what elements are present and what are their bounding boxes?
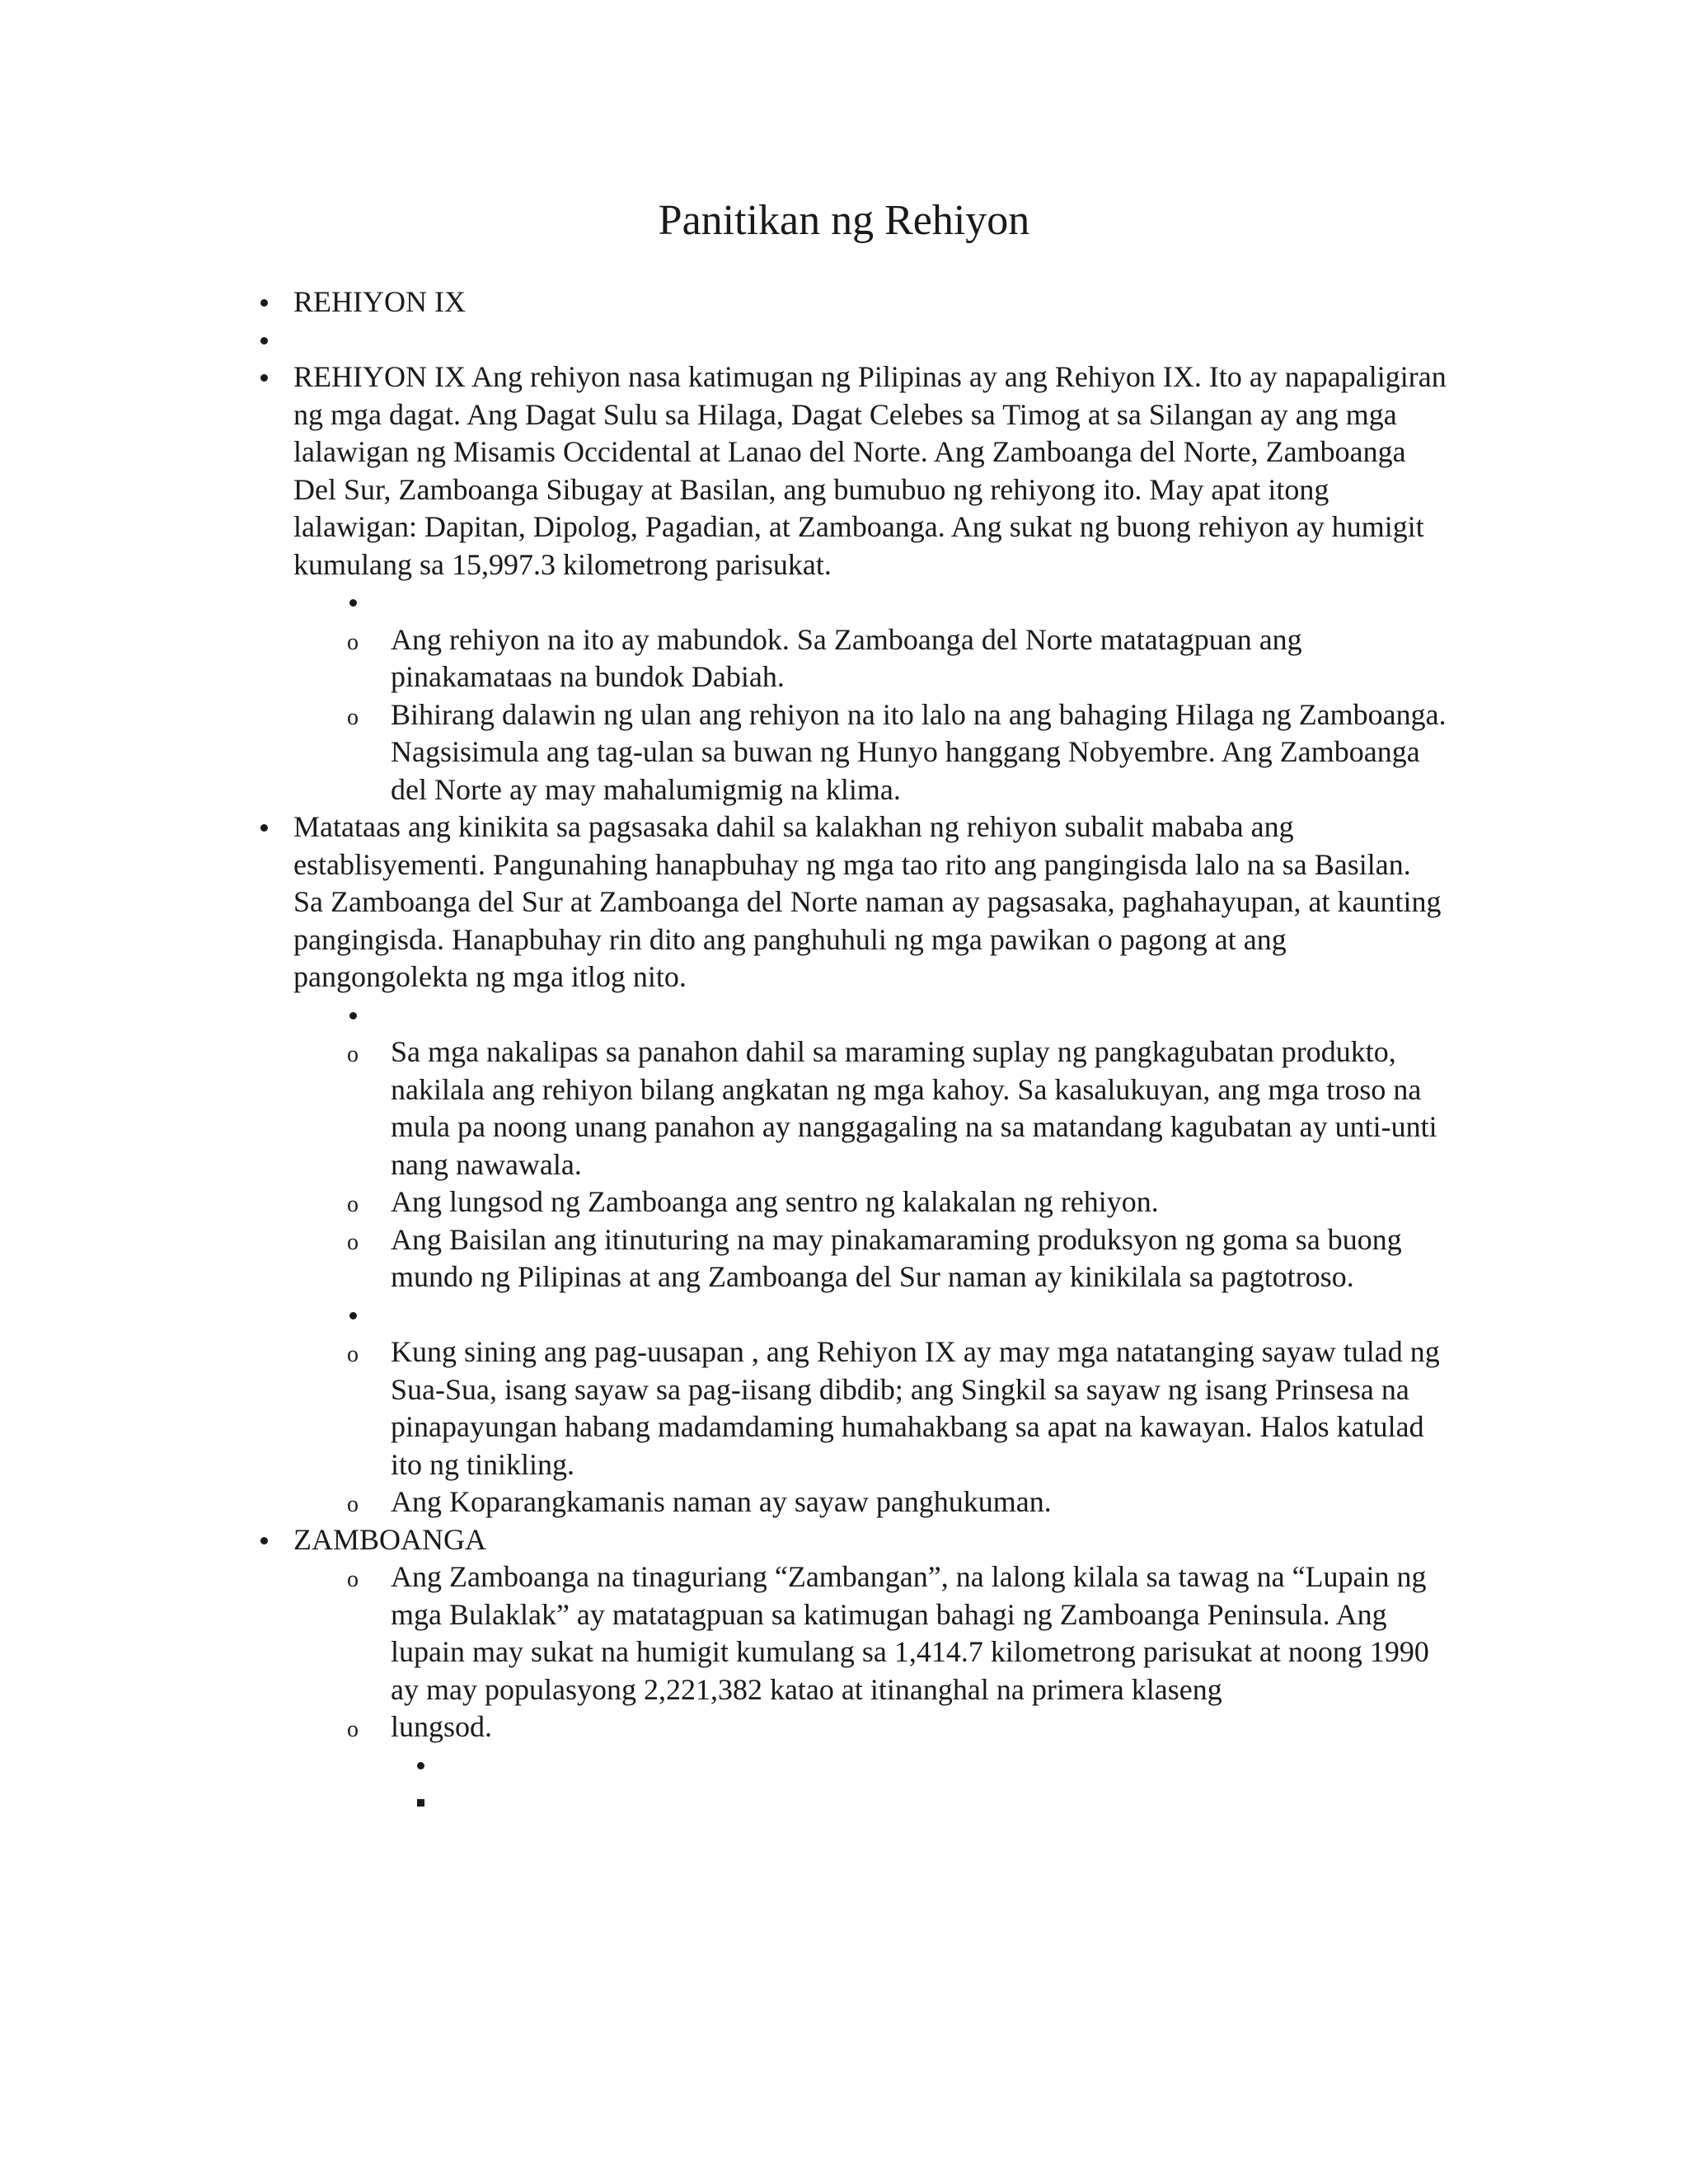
list-item xyxy=(391,1221,1447,1296)
bullet-dot-icon xyxy=(336,583,369,621)
list-item xyxy=(391,583,1447,621)
sub-list xyxy=(293,1558,1447,1821)
bullet-dot-icon xyxy=(336,1296,369,1334)
list-item xyxy=(293,1521,1447,1821)
list-item xyxy=(293,808,1447,1521)
bullet-dot-icon xyxy=(247,359,280,396)
bullet-dot-icon xyxy=(336,996,369,1034)
list-item-text: Ang rehiyon na ito ay mabundok. Sa Zamboanga del Norte matatagpuan ang pinakamataas na bundok Dabiah. xyxy=(391,622,1302,693)
bullet-circle-icon xyxy=(336,1183,369,1224)
list-item-text: Bihirang dalawin ng ulan ang rehiyon na ito lalo na ang bahaging Hilaga ng Zamboanga. Nagsisimula ang tag-ulan sa buwan ng Hunyo hanggang Nobyembre. Ang Zamboanga del Norte ay may mahalumigmig na klima. xyxy=(391,697,1447,806)
bullet-circle-icon xyxy=(336,1558,369,1599)
list-item-text: REHIYON IX xyxy=(293,285,466,318)
list-item-text: Ang lungsod ng Zamboanga ang sentro ng kalakalan ng rehiyon. xyxy=(391,1185,1159,1218)
sub-sub-list xyxy=(391,1746,1447,1821)
list-item-text: REHIYON IX Ang rehiyon nasa katimugan ng Pilipinas ay ang Rehiyon IX. Ito ay napapaligiran ng mga dagat. Ang Dagat Sulu sa Hilaga, Dagat Celebes sa Timog at sa Silangan ay ang mga lalawigan ng Misamis Occidental at Lanao del Norte. Ang Zamboanga del Norte, Zamboanga Del Sur, Zamboanga Sibugay at Basilan, ang bumubuo ng rehiyong ito. May apat itong lalawigan: Dapitan, Dipolog, Pagadian, at Zamboanga. Ang sukat ng buong rehiyon ay humigit kumulang sa 15,997.3 kilometrong parisukat. xyxy=(293,360,1447,581)
list-item-text: Sa mga nakalipas sa panahon dahil sa maraming suplay ng pangkagubatan produkto, nakilala ang rehiyon bilang angkatan ng mga kahoy. Sa kasalukuyan, ang mga troso na mula pa noong unang panahon ay nanggagaling na sa matandang kagubatan ay unti-unti nang nawawala. xyxy=(391,1035,1437,1181)
bullet-dot-icon xyxy=(247,808,280,846)
bullet-dot-icon xyxy=(404,1746,437,1784)
bullet-dot-icon xyxy=(247,321,280,359)
list-item xyxy=(293,321,1447,359)
bullet-circle-icon xyxy=(336,1708,369,1749)
list-item-text: Ang Baisilan ang itinuturing na may pinakamaraming produksyon ng goma sa buong mundo ng Pilipinas at ang Zamboanga del Sur naman ay kinikilala sa pagtotroso. xyxy=(391,1222,1402,1293)
list-item xyxy=(391,696,1447,809)
bullet-square-icon xyxy=(404,1783,437,1821)
bullet-dot-icon xyxy=(247,284,280,321)
list-item xyxy=(391,1708,1447,1821)
list-item xyxy=(391,996,1447,1034)
list-item xyxy=(452,1746,1447,1784)
list-item xyxy=(391,1483,1447,1521)
bullet-circle-icon xyxy=(336,1483,369,1524)
bullet-circle-icon xyxy=(336,1033,369,1074)
bullet-circle-icon xyxy=(336,1221,369,1262)
bullet-circle-icon xyxy=(336,1333,369,1374)
list-item xyxy=(391,621,1447,696)
bullet-circle-icon xyxy=(336,621,369,662)
list-item xyxy=(391,1296,1447,1334)
sub-list xyxy=(293,996,1447,1521)
sub-list xyxy=(293,583,1447,808)
list-item-text: Ang Koparangkamanis naman ay sayaw panghukuman. xyxy=(391,1485,1052,1518)
list-item-text: Ang Zamboanga na tinaguriang “Zambangan”, na lalong kilala sa tawag na “Lupain ng mga Bulaklak” ay matatagpuan sa katimugan bahagi ng Zamboanga Peninsula. Ang lupain may sukat na humigit kumulang sa 1,414.7 kilometrong parisukat at noong 1990 ay may populasyong 2,221,382 katao at itinanghal na primera klaseng xyxy=(391,1560,1429,1706)
list-item-text: ZAMBOANGA xyxy=(293,1522,486,1556)
bullet-circle-icon xyxy=(336,696,369,737)
list-item xyxy=(293,284,1447,321)
list-item-text: Kung sining ang pag-uusapan , ang Rehiyon IX ay may mga natatanging sayaw tulad ng Sua-Sua, isang sayaw sa pag-iisang dibdib; ang Singkil sa sayaw ng isang Prinsesa na pinapayungan habang madamdaming humahakbang sa apat na kawayan. Halos katulad ito ng tinikling. xyxy=(391,1335,1440,1481)
list-item xyxy=(391,1183,1447,1221)
list-item xyxy=(391,1333,1447,1483)
list-item-text: lungsod. xyxy=(391,1710,493,1743)
list-item xyxy=(452,1783,1447,1821)
main-list xyxy=(293,284,1447,1821)
list-item xyxy=(391,1558,1447,1708)
list-item xyxy=(391,1033,1447,1183)
bullet-dot-icon xyxy=(247,1521,280,1559)
list-item xyxy=(293,359,1447,808)
list-item-text: Matataas ang kinikita sa pagsasaka dahil sa kalakhan ng rehiyon subalit mababa ang establisyementi. Pangunahing hanapbuhay ng mga tao rito ang pangingisda lalo na sa Basilan. Sa Zamboanga del Sur at Zamboanga del Norte naman ay pagsasaka, paghahayupan, at kaunting pangingisda. Hanapbuhay rin dito ang panghuhuli ng mga pawikan o pagong at ang pangongolekta ng mga itlog nito. xyxy=(293,810,1442,993)
page-title: Panitikan ng Rehiyon xyxy=(658,197,1030,244)
